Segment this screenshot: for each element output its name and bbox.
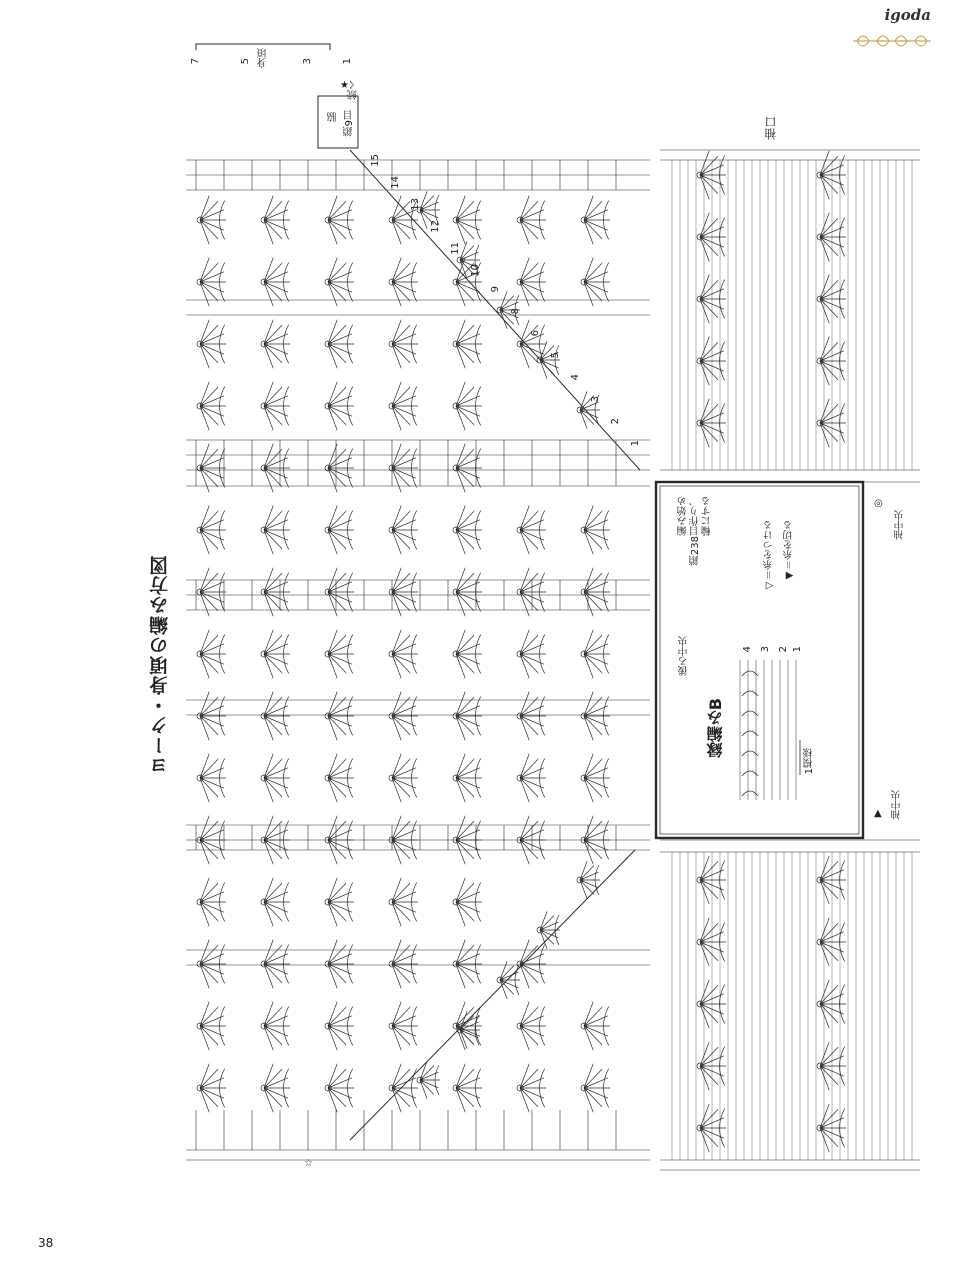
label-front-body: 身頃 xyxy=(258,48,269,68)
note-start-3: 輪にする xyxy=(702,496,713,536)
label-sleeve-center-lower: 袖中央 xyxy=(892,790,903,820)
diagonal-row-number: 5 xyxy=(550,352,561,359)
note-start-1: 編み始め xyxy=(678,496,689,536)
note-start-2: 鎖238目作り、 xyxy=(690,496,701,566)
diagonal-row-number: 12 xyxy=(430,220,441,233)
diagonal-row-number: 13 xyxy=(410,198,421,211)
label-chain-9: 鎖9目 xyxy=(344,110,355,137)
diagonal-row-number: 15 xyxy=(370,154,381,167)
label-side-seam: 脇 xyxy=(328,112,339,122)
top-row-number: 3 xyxy=(302,58,313,65)
label-sleeve-center-upper: 袖中央 xyxy=(895,510,906,540)
diagonal-row-number: 10 xyxy=(470,264,481,277)
marker-circle-a: ◎ xyxy=(874,498,883,509)
edging-title: 縁編みB xyxy=(706,698,725,759)
brand-text: igoda xyxy=(884,6,931,24)
diagonal-row-number: 11 xyxy=(450,242,461,255)
diagonal-row-number: 9 xyxy=(490,286,501,293)
edging-row-number: 1 xyxy=(792,646,803,653)
legend-cut: ◀＝糸を切る xyxy=(784,520,795,581)
diagonal-row-number: 14 xyxy=(390,176,401,189)
marker-star-open: ☆ xyxy=(304,1158,313,1169)
top-row-number: 1 xyxy=(342,58,353,65)
edging-repeat-note: 1模様 xyxy=(804,748,815,775)
top-row-number: 7 xyxy=(190,58,201,65)
marker-star: ★ xyxy=(340,80,349,91)
edging-row-number: 4 xyxy=(742,646,753,653)
top-row-number: 5 xyxy=(240,58,251,65)
stitch-grid xyxy=(186,150,920,1170)
label-sleeve-opening: 袖口 xyxy=(764,116,778,140)
diagonal-row-number: 1 xyxy=(630,440,641,447)
edging-row-number: 2 xyxy=(778,646,789,653)
legend-attach: ◁＝糸をつける xyxy=(764,520,775,591)
diagonal-row-number: 4 xyxy=(570,374,581,381)
diagonal-row-number: 6 xyxy=(530,330,541,337)
diagonal-row-number: 3 xyxy=(590,396,601,403)
diagonal-row-number: 8 xyxy=(510,308,521,315)
page-number: 38 xyxy=(38,1236,54,1250)
edging-b-mini-chart xyxy=(740,660,800,800)
label-continue: 続く xyxy=(348,80,359,100)
edging-row-number: 3 xyxy=(760,646,771,653)
label-back-center: 後ろ中央 xyxy=(679,636,690,676)
diagonal-row-number: 2 xyxy=(610,418,621,425)
page-title: ヨーク・身頃の編み方図 xyxy=(149,555,171,775)
marker-triangle-a: ▲ xyxy=(874,808,882,819)
